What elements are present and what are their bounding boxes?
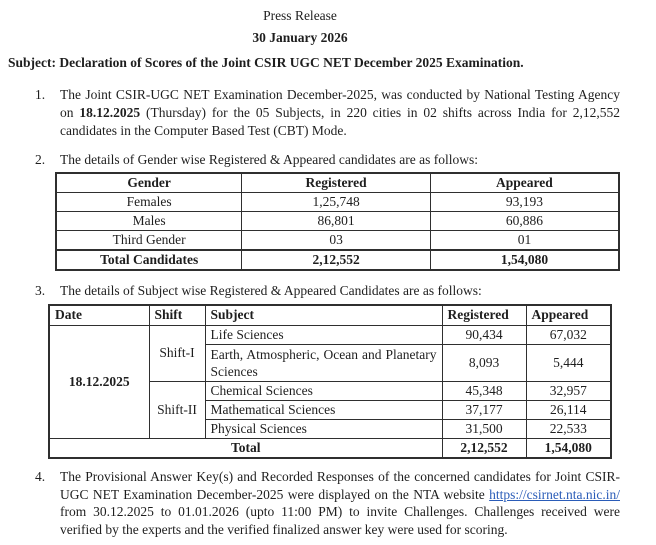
table-cell: 22,533 xyxy=(526,419,611,438)
column-header-shift: Shift xyxy=(149,305,205,325)
column-header-appeared: Appeared xyxy=(526,305,611,325)
table-cell: Life Sciences xyxy=(205,325,442,344)
table-cell: 86,801 xyxy=(242,212,431,231)
table-cell: 31,500 xyxy=(442,419,526,438)
item-number: 4. xyxy=(35,469,46,484)
table-cell: 32,957 xyxy=(526,381,611,400)
table-cell: 67,032 xyxy=(526,325,611,344)
item-text: The details of Gender wise Registered & Appeared candidates are as follows: xyxy=(60,152,478,167)
item-number: 3. xyxy=(35,283,46,298)
table-cell: 45,348 xyxy=(442,381,526,400)
table-cell: 2,12,552 xyxy=(442,438,526,458)
table-cell: Earth, Atmospheric, Ocean and Planetary Sciences xyxy=(205,344,442,381)
item-text xyxy=(60,86,620,140)
column-header-gender: Gender xyxy=(56,173,242,193)
table-row-third-gender xyxy=(56,231,619,251)
table-cell: Physical Sciences xyxy=(205,419,442,438)
table-row-total xyxy=(49,438,611,458)
table-cell: Total xyxy=(49,438,442,458)
table-cell: 1,54,080 xyxy=(526,438,611,458)
table-cell: 37,177 xyxy=(442,400,526,419)
list-item-1 xyxy=(35,86,620,140)
subject-line: Subject: Declaration of Scores of the Joint CSIR UGC NET December 2025 Examination. xyxy=(8,55,524,70)
item-text: The details of Subject wise Registered & Appeared Candidates are as follows: xyxy=(60,283,482,298)
gender-table-header-row xyxy=(56,173,619,193)
table-cell: 93,193 xyxy=(430,193,619,212)
subject-table xyxy=(48,304,612,459)
document-header xyxy=(0,7,600,47)
list-item-2 xyxy=(35,151,620,169)
table-cell: Females xyxy=(56,193,242,212)
table-cell: 60,886 xyxy=(430,212,619,231)
item-text xyxy=(60,468,620,538)
item-number: 2. xyxy=(35,152,46,167)
table-row-life-sciences xyxy=(49,325,611,344)
column-header-subject: Subject xyxy=(205,305,442,325)
shift1-cell: Shift-I xyxy=(149,325,205,381)
table-cell: Males xyxy=(56,212,242,231)
table-cell: Chemical Sciences xyxy=(205,381,442,400)
item1-text-after: (Thursday) for the 05 Subjects, in 220 cities in 02 shifts across India for 2,12,552 candidates in the Computer Based Test (CBT) Mode. xyxy=(60,105,621,138)
item1-text-before: The Joint CSIR-UGC NET Examination December-2025, was conducted by National Testing Agency on xyxy=(60,87,620,120)
table-cell: 90,434 xyxy=(442,325,526,344)
nta-website-link[interactable]: https://csirnet.nta.nic.in/ xyxy=(489,486,620,502)
table-cell: Total Candidates xyxy=(56,250,242,270)
column-header-registered: Registered xyxy=(242,173,431,193)
column-header-date: Date xyxy=(49,305,149,325)
table-cell: 1,54,080 xyxy=(430,250,619,270)
table-row-males xyxy=(56,212,619,231)
list-item-4 xyxy=(35,468,620,538)
table-cell: 1,25,748 xyxy=(242,193,431,212)
table-cell: 26,114 xyxy=(526,400,611,419)
shift2-cell: Shift-II xyxy=(149,381,205,438)
column-header-appeared: Appeared xyxy=(430,173,619,193)
item4-text-before: The Provisional Answer Key(s) and Recorded Responses of the concerned candidates for Joint CSIR-UGC NET Examination December-2025 were displayed on the NTA website xyxy=(60,469,620,502)
item1-exam-date: 18.12.2025 xyxy=(79,105,141,120)
gender-table xyxy=(55,172,620,271)
item4-text-after: from 30.12.2025 to 01.01.2026 (upto 11:00 PM) to invite Challenges. Challenges received were verified by the experts and the verified finalized answer key were used for scoring. xyxy=(60,504,620,537)
doc-date: 30 January 2026 xyxy=(252,30,348,45)
exam-date-cell: 18.12.2025 xyxy=(49,325,149,438)
list-item-3 xyxy=(35,282,620,300)
table-cell: 8,093 xyxy=(442,344,526,381)
table-cell: 5,444 xyxy=(526,344,611,381)
table-cell: 2,12,552 xyxy=(242,250,431,270)
subject-table-header-row xyxy=(49,305,611,325)
table-cell: 01 xyxy=(430,231,619,251)
table-cell: Third Gender xyxy=(56,231,242,251)
item-number: 1. xyxy=(35,87,46,102)
table-cell: Mathematical Sciences xyxy=(205,400,442,419)
table-cell: 03 xyxy=(242,231,431,251)
table-row-females xyxy=(56,193,619,212)
doc-title: Press Release xyxy=(263,8,337,23)
table-row-total xyxy=(56,250,619,270)
column-header-registered: Registered xyxy=(442,305,526,325)
